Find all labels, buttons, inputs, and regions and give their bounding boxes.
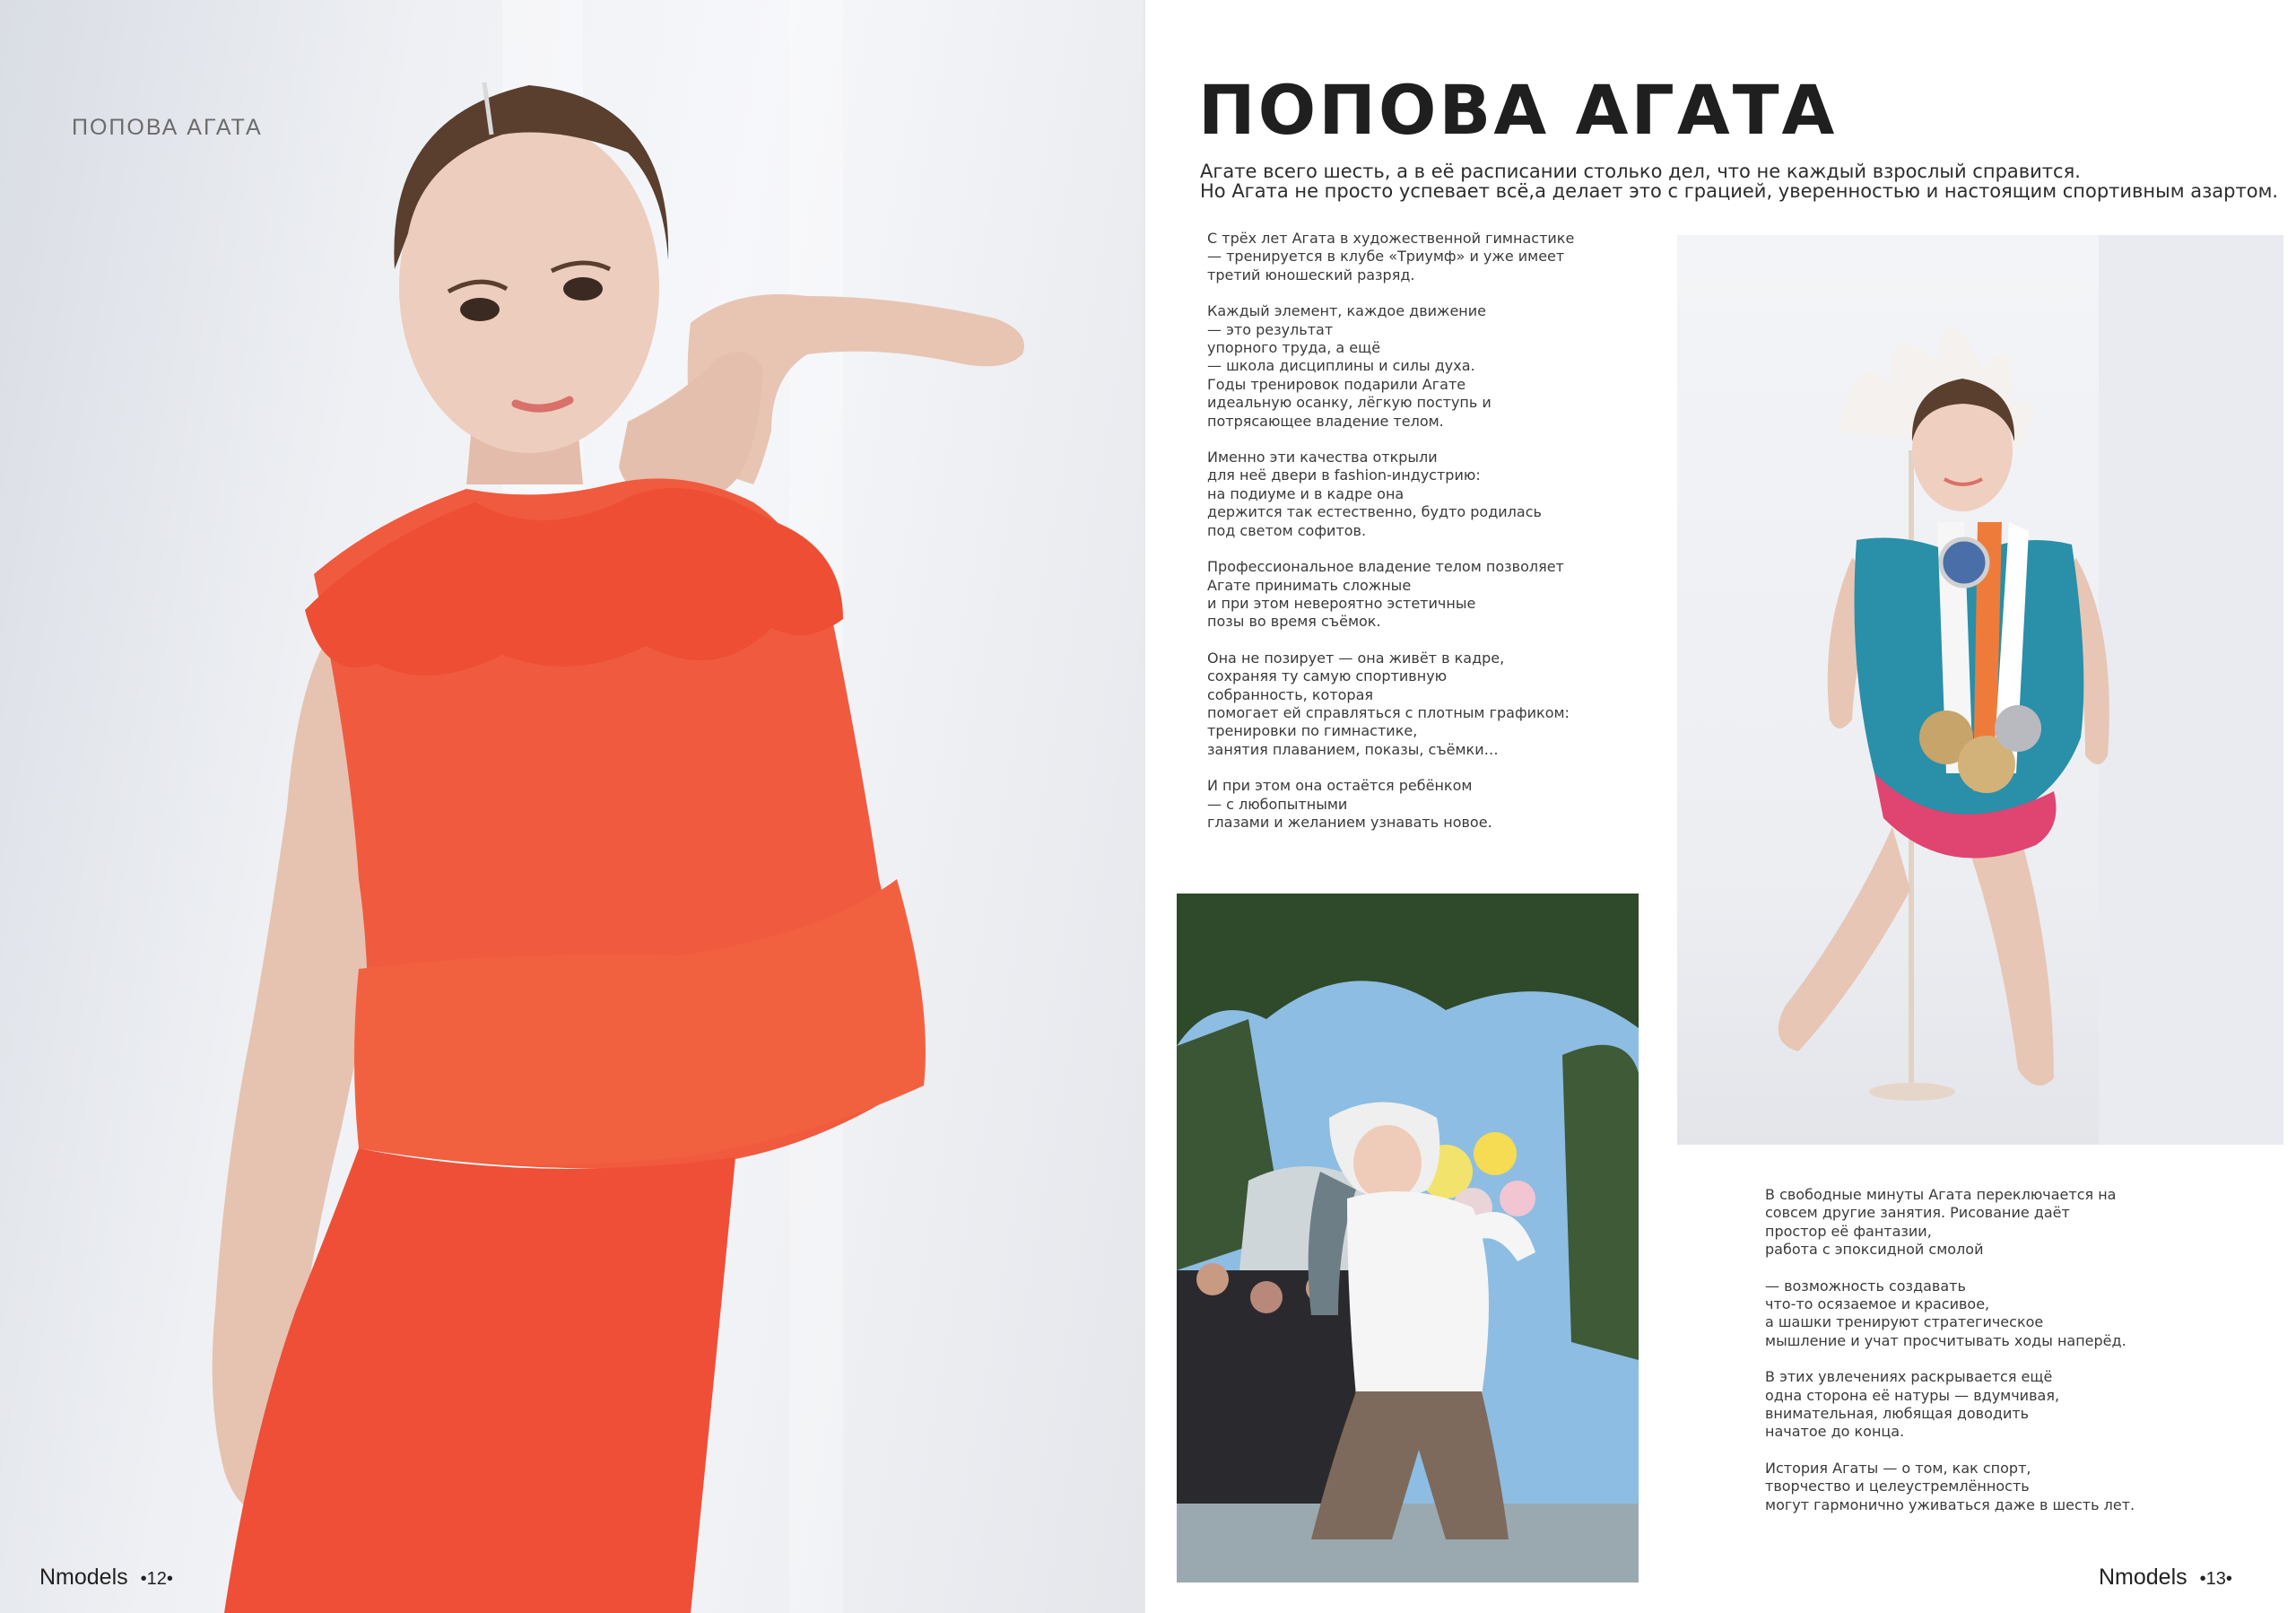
text-line: — тренируется в клубе «Триумф» и уже имеет (1207, 248, 1565, 266)
paragraph (1207, 558, 1602, 632)
text-line: В этих увлечениях раскрывается ещё (1765, 1368, 2053, 1386)
text-line: История Агаты — о том, как спорт, (1765, 1459, 2031, 1477)
paragraph (1207, 449, 1602, 540)
paragraph (1207, 650, 1602, 759)
runway-photo (1177, 894, 1639, 1582)
article-column-b (1765, 1186, 2160, 1532)
paragraph (1765, 1460, 2160, 1514)
text-line: держится так естественно, будто родилась (1207, 503, 1542, 521)
article-column-a (1207, 230, 1602, 850)
paragraph (1207, 302, 1602, 431)
text-line: для неё двери в fashion-индустрию: (1207, 466, 1481, 484)
text-line: начатое до конца. (1765, 1423, 1905, 1441)
text-line: мышление и учат просчитывать ходы наперёд. (1765, 1331, 2126, 1349)
text-line: позы во время съёмок. (1207, 613, 1381, 631)
article-title: ПОПОВА АГАТА (1198, 70, 1838, 150)
paragraph (1207, 777, 1602, 832)
text-line: и при этом невероятно эстетичные (1207, 594, 1476, 612)
text-line: работа с эпоксидной смолой (1765, 1241, 1984, 1259)
gymnast-medals-image (1677, 235, 2283, 1145)
text-line: Агате принимать сложные (1207, 576, 1412, 594)
text-line: Профессиональное владение телом позволяет (1207, 558, 1564, 576)
text-line: сохраняя ту самую спортивную (1207, 667, 1448, 685)
text-line: третий юношеский разряд. (1207, 266, 1415, 283)
text-line: одна сторона её натуры — вдумчивая, (1765, 1386, 2060, 1404)
text-line: — это результат (1207, 320, 1334, 338)
lead-paragraph (1200, 161, 2279, 202)
text-line: Годы тренировок подарили Агате (1207, 375, 1466, 393)
text-line: совсем другие занятия. Рисование даёт (1765, 1204, 2070, 1222)
text-line: могут гармонично уживаться даже в шесть лет. (1765, 1495, 2135, 1513)
text-line: глазами и желанием узнавать новое. (1207, 813, 1492, 831)
text-line: что-то осязаемое и красивое, (1765, 1295, 1990, 1313)
paragraph (1765, 1277, 2160, 1351)
text-line: — с любопытными (1207, 795, 1348, 813)
text-line: простор её фантазии, (1765, 1222, 1932, 1240)
paragraph (1207, 230, 1602, 284)
right-folio (2099, 1565, 2232, 1591)
text-line: а шашки тренируют стратегическое (1765, 1313, 2044, 1331)
model-name-label: ПОПОВА АГАТА (72, 115, 263, 140)
left-folio (39, 1565, 173, 1591)
text-line: Она не позирует — она живёт в кадре, (1207, 649, 1505, 667)
text-line: упорного труда, а ещё (1207, 339, 1381, 357)
text-line: собранность, которая (1207, 685, 1373, 703)
text-line: творчество и целеустремлённость (1765, 1478, 2030, 1495)
left-page (0, 0, 1144, 1613)
brand-name: Nmodels (39, 1565, 128, 1590)
paragraph (1765, 1186, 2160, 1260)
text-line: на подиуме и в кадре она (1207, 484, 1405, 502)
main-portrait-photo (0, 0, 1144, 1613)
text-line: — возможность создавать (1765, 1277, 1966, 1295)
brand-name: Nmodels (2099, 1565, 2187, 1590)
text-line: Именно эти качества открыли (1207, 449, 1438, 466)
text-line: С трёх лет Агата в художественной гимнастике (1207, 230, 1575, 247)
text-line: Каждый элемент, каждое движение (1207, 302, 1486, 320)
lead-line: Агате всего шесть, а в её расписании столько дел, что не каждый взрослый справится. (1200, 161, 2081, 182)
text-line: занятия плаванием, показы, съёмки… (1207, 740, 1499, 758)
text-line: потрясающее владение телом. (1207, 412, 1444, 430)
text-line: идеальную осанку, лёгкую поступь и (1207, 394, 1492, 412)
text-line: тренировки по гимнастике, (1207, 722, 1418, 740)
runway-outdoor-image (1177, 894, 1639, 1582)
paragraph (1765, 1368, 2160, 1442)
text-line: И при этом она остаётся ребёнком (1207, 777, 1473, 795)
lead-line: Но Агата не просто успевает всё,а делает это с грацией, уверенностью и настоящим спортивным азартом. (1200, 180, 2279, 202)
text-line: В свободные минуты Агата переключается на (1765, 1186, 2117, 1203)
page-number: •12• (140, 1569, 173, 1589)
text-line: — школа дисциплины и силы духа. (1207, 357, 1475, 375)
text-line: под светом софитов. (1207, 521, 1367, 539)
text-line: внимательная, любящая доводить (1765, 1405, 2030, 1423)
gymnast-photo (1677, 235, 2283, 1145)
page-number: •13• (2199, 1569, 2232, 1589)
text-line: помогает ей справляться с плотным графиком: (1207, 703, 1570, 721)
